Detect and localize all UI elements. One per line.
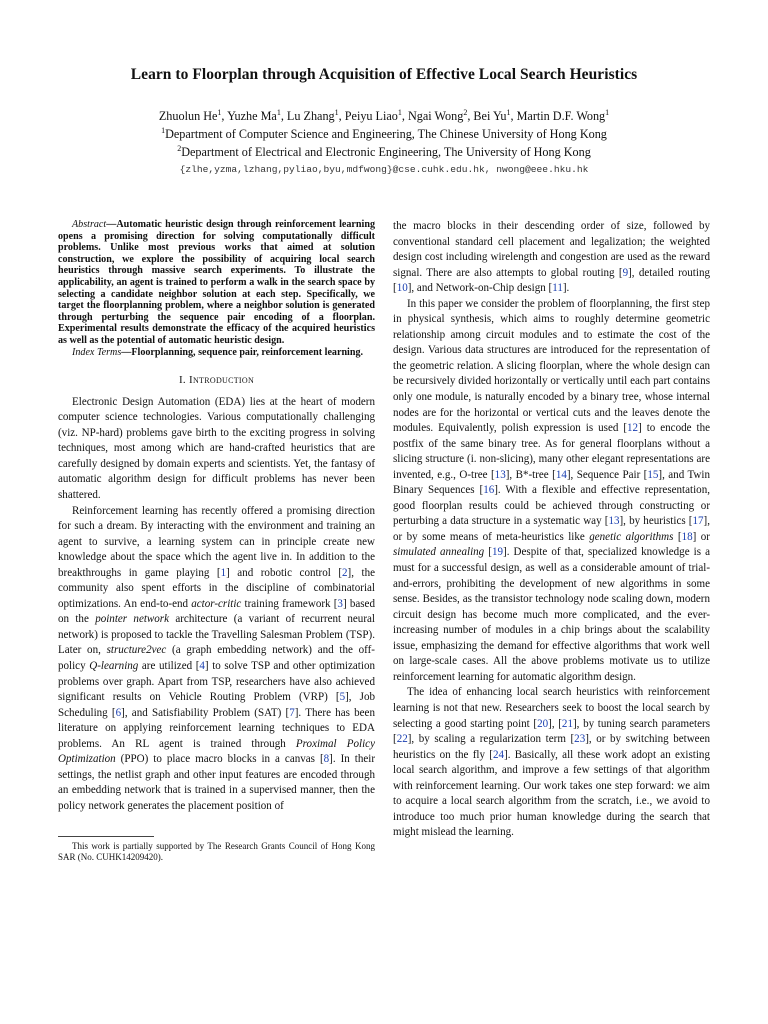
author-list: Zhuolun He$^1$, Yuzhe Ma$^1$, Lu Zhang$^1$, Peiyu Liao$^1$, Ngai Wong$^2$, Bei Yu$^1$, Martin D.F. Wong$^1$ <box>158 108 610 123</box>
author: Lu Zhang$^1$ <box>286 108 339 123</box>
citation-link[interactable]: 9 <box>622 266 629 279</box>
citation-link[interactable]: 13 <box>494 468 506 481</box>
left-column <box>58 219 375 863</box>
citation-link[interactable]: 20 <box>537 717 549 730</box>
citation-link[interactable]: 15 <box>647 468 659 481</box>
author: Ngai Wong$^2$ <box>408 108 468 123</box>
footnote: This work is partially supported by The Research Grants Council of Hong Kong SAR (No. CUHK14209420). <box>58 841 375 863</box>
citation-link[interactable]: 17 <box>692 515 704 528</box>
author-emails: {zlhe,yzma,lzhang,pyliao,byu,mdfwong}@cse.cuhk.edu.hk, nwong@eee.hku.hk <box>179 164 589 175</box>
intro-paragraph-1: Electronic Design Automation (EDA) lies at the heart of modern computer science technologies. Various computationally challenging (viz. NP-hard) problems gave birth to the exciting progress in solving techniques, most among which are hand-crafted heuristics that are carefully designed by domain experts and scientists. Yet, the fantasy of automatic algorithm design for difficult problems has never been shattered. <box>58 395 375 501</box>
citation-link[interactable]: 18 <box>681 530 693 543</box>
citation-link[interactable]: 1 <box>220 566 227 579</box>
citation-link[interactable]: 11 <box>552 282 563 295</box>
affiliation-2: $^2$Department of Electrical and Electronic Engineering, The University of Hong Kong <box>177 144 591 159</box>
right-column <box>393 219 710 841</box>
author: Peiyu Liao$^1$ <box>344 108 402 123</box>
footnote-divider <box>58 836 154 837</box>
citation-link[interactable]: 21 <box>561 717 573 730</box>
intro-paragraph-3: the macro blocks in their descending order of size, followed by conventional standard cell placement and legalization; the weighted design cost including wirelength and congestion are used as the reward signal. There are also attempts to global routing [9], detailed routing [10], and Network-on-Chip design [11]. <box>393 220 710 295</box>
abstract: Abstract—Automatic heuristic design through reinforcement learning opens a promising direction for solving computationally difficult problems. Unlike most previous works that aimed at solution construction, we explore the possibility of acquiring local search heuristics through massive search experiments. To illustrate the applicability, an agent is trained to perform a walk in the search space by selecting a candidate neighbor solution at each step. Specifically, we target the floorplanning problem, where a neighbor solution is generated through perturbing the sequence pair encoding of a floorplan. Experimental results demonstrate the efficacy of the acquired heuristics as well as the potential of automatic heuristic design. Index Terms—Floorplanning, sequence pair, reinforcement learning. <box>58 219 375 358</box>
intro-paragraph-5: The idea of enhancing local search heuristics with reinforcement learning is not that new. Researchers seek to boost the local search by selecting a good starting point [20], [21], by tuning search parameters [22], by scaling a regularization term [23], or by switching between heuristics on the fly [24]. Basically, all these work adopt an existing local search algorithm, and improve a few settings of that algorithm with reinforcement learning. Our work takes one step forward: we aim to acquire a local search algorithm from the scratch, i.e., we avoid to introduce too much prior human knowledge during the search that might mislead the learning. <box>393 686 710 839</box>
citation-link[interactable]: 12 <box>627 422 639 435</box>
author-block <box>40 107 728 179</box>
citation-link[interactable]: 10 <box>396 282 408 295</box>
citation-link[interactable]: 8 <box>323 753 330 766</box>
author: Bei Yu$^1$ <box>473 108 511 123</box>
author: Zhuolun He$^1$ <box>158 108 222 123</box>
citation-link[interactable]: 7 <box>289 706 295 719</box>
intro-paragraph-2: Reinforcement learning has recently offered a promising direction for such a dream. By interacting with the environment and training an agent to survive, a learning system can in principle create new knowledge about the space which the agent live in. In addition to the breakthroughs in game playing [1] and robotic control [2], the community also spent efforts in the discipline of combinatorial optimizations. An end-to-end actor-critic training framework [3] based on the pointer network architecture (a variant of recurrent neural network) is proposed to tackle the Travelling Salesman Problem (TSP). Later on, structure2vec (a graph embedding network) and the off-policy Q-learning are utilized [4] to solve TSP and other optimization problems over graph. Apart from TSP, researchers have also achieved significant results on Vehicle Routing Problem (VRP) [5], Job Scheduling [6], and Satisfiability Problem (SAT) [7]. There has been literature on applying reinforcement learning techniques to EDA problems. An RL agent is trained through Proximal Policy Optimization (PPO) to place macro blocks in a canvas [8]. In their settings, the netlist graph and other input features are encoded through an embedding network that is trained in a supervised manner, then the policy network generates the placement position of <box>58 504 375 812</box>
citation-link[interactable]: 19 <box>491 546 504 559</box>
citation-link[interactable]: 16 <box>483 484 495 497</box>
citation-link[interactable]: 6 <box>115 706 122 719</box>
citation-link[interactable]: 24 <box>492 748 505 761</box>
section-heading: I. Introduction <box>178 374 255 387</box>
intro-paragraph-4: In this paper we consider the problem of floorplanning, the first step in physical synthesis, which aims to roughly determine geometric relationship among circuit modules and to estimate the cost of the design. Various data structures are introduced for the representation of the geometric relation. A slicing floorplan, where the whole design can be recursively divided horizontally or vertically until each part contains only one module, is naturally encoded by a binary tree, whose internal nodes are for the horizontal or vertical cuts and the leaves denote the modules. Equivalently, polish expression is used [12] to encode the postfix of the same binary tree. As for general floorplans without a slicing structure (i. non-slicing), many other elegant representations are invented, e.g., O-tree [13], B*-tree [14], Sequence Pair [15], and Twin Binary Sequences [16]. With a flexible and effective representation, good floorplan results could be achieved through constructing or perturbing a data structure in a systematic way [13], by heuristics [17], or by some means of meta-heuristics like genetic algorithms [18] or simulated annealing [19]. Despite of that, specialized knowledge is a must for a successful design, as well as a considerable amount of trial-and-errors, prohibiting the development of new algorithms in some sense. Besides, as the transistor technology node scaling down, modern circuit design has become much more complicated, and the ever-increasing number of modules in a chip brings about the scalability issue, emphasizing the demand for effective algorithms that work well on large-scale cases. All the above problems motivate us to utilize reinforcement learning for automatic algorithm design. <box>393 297 711 683</box>
citation-link[interactable]: 2 <box>342 566 348 579</box>
citation-link[interactable]: 13 <box>608 515 620 528</box>
author: Martin D.F. Wong$^1$ <box>516 108 610 123</box>
citation-link[interactable]: 23 <box>574 733 586 746</box>
citation-link[interactable]: 14 <box>555 468 567 481</box>
citation-link[interactable]: 3 <box>337 597 343 610</box>
paper-title: Learn to Floorplan through Acquisition of Effective Local Search Heuristics <box>130 66 638 83</box>
affiliation-1: $^1$Department of Computer Science and Engineering, The Chinese University of Hong Kong <box>161 126 607 141</box>
author: Yuzhe Ma$^1$ <box>227 108 281 123</box>
citation-link[interactable]: 4 <box>199 659 205 672</box>
citation-link[interactable]: 5 <box>339 691 346 704</box>
citation-link[interactable]: 22 <box>396 733 408 746</box>
